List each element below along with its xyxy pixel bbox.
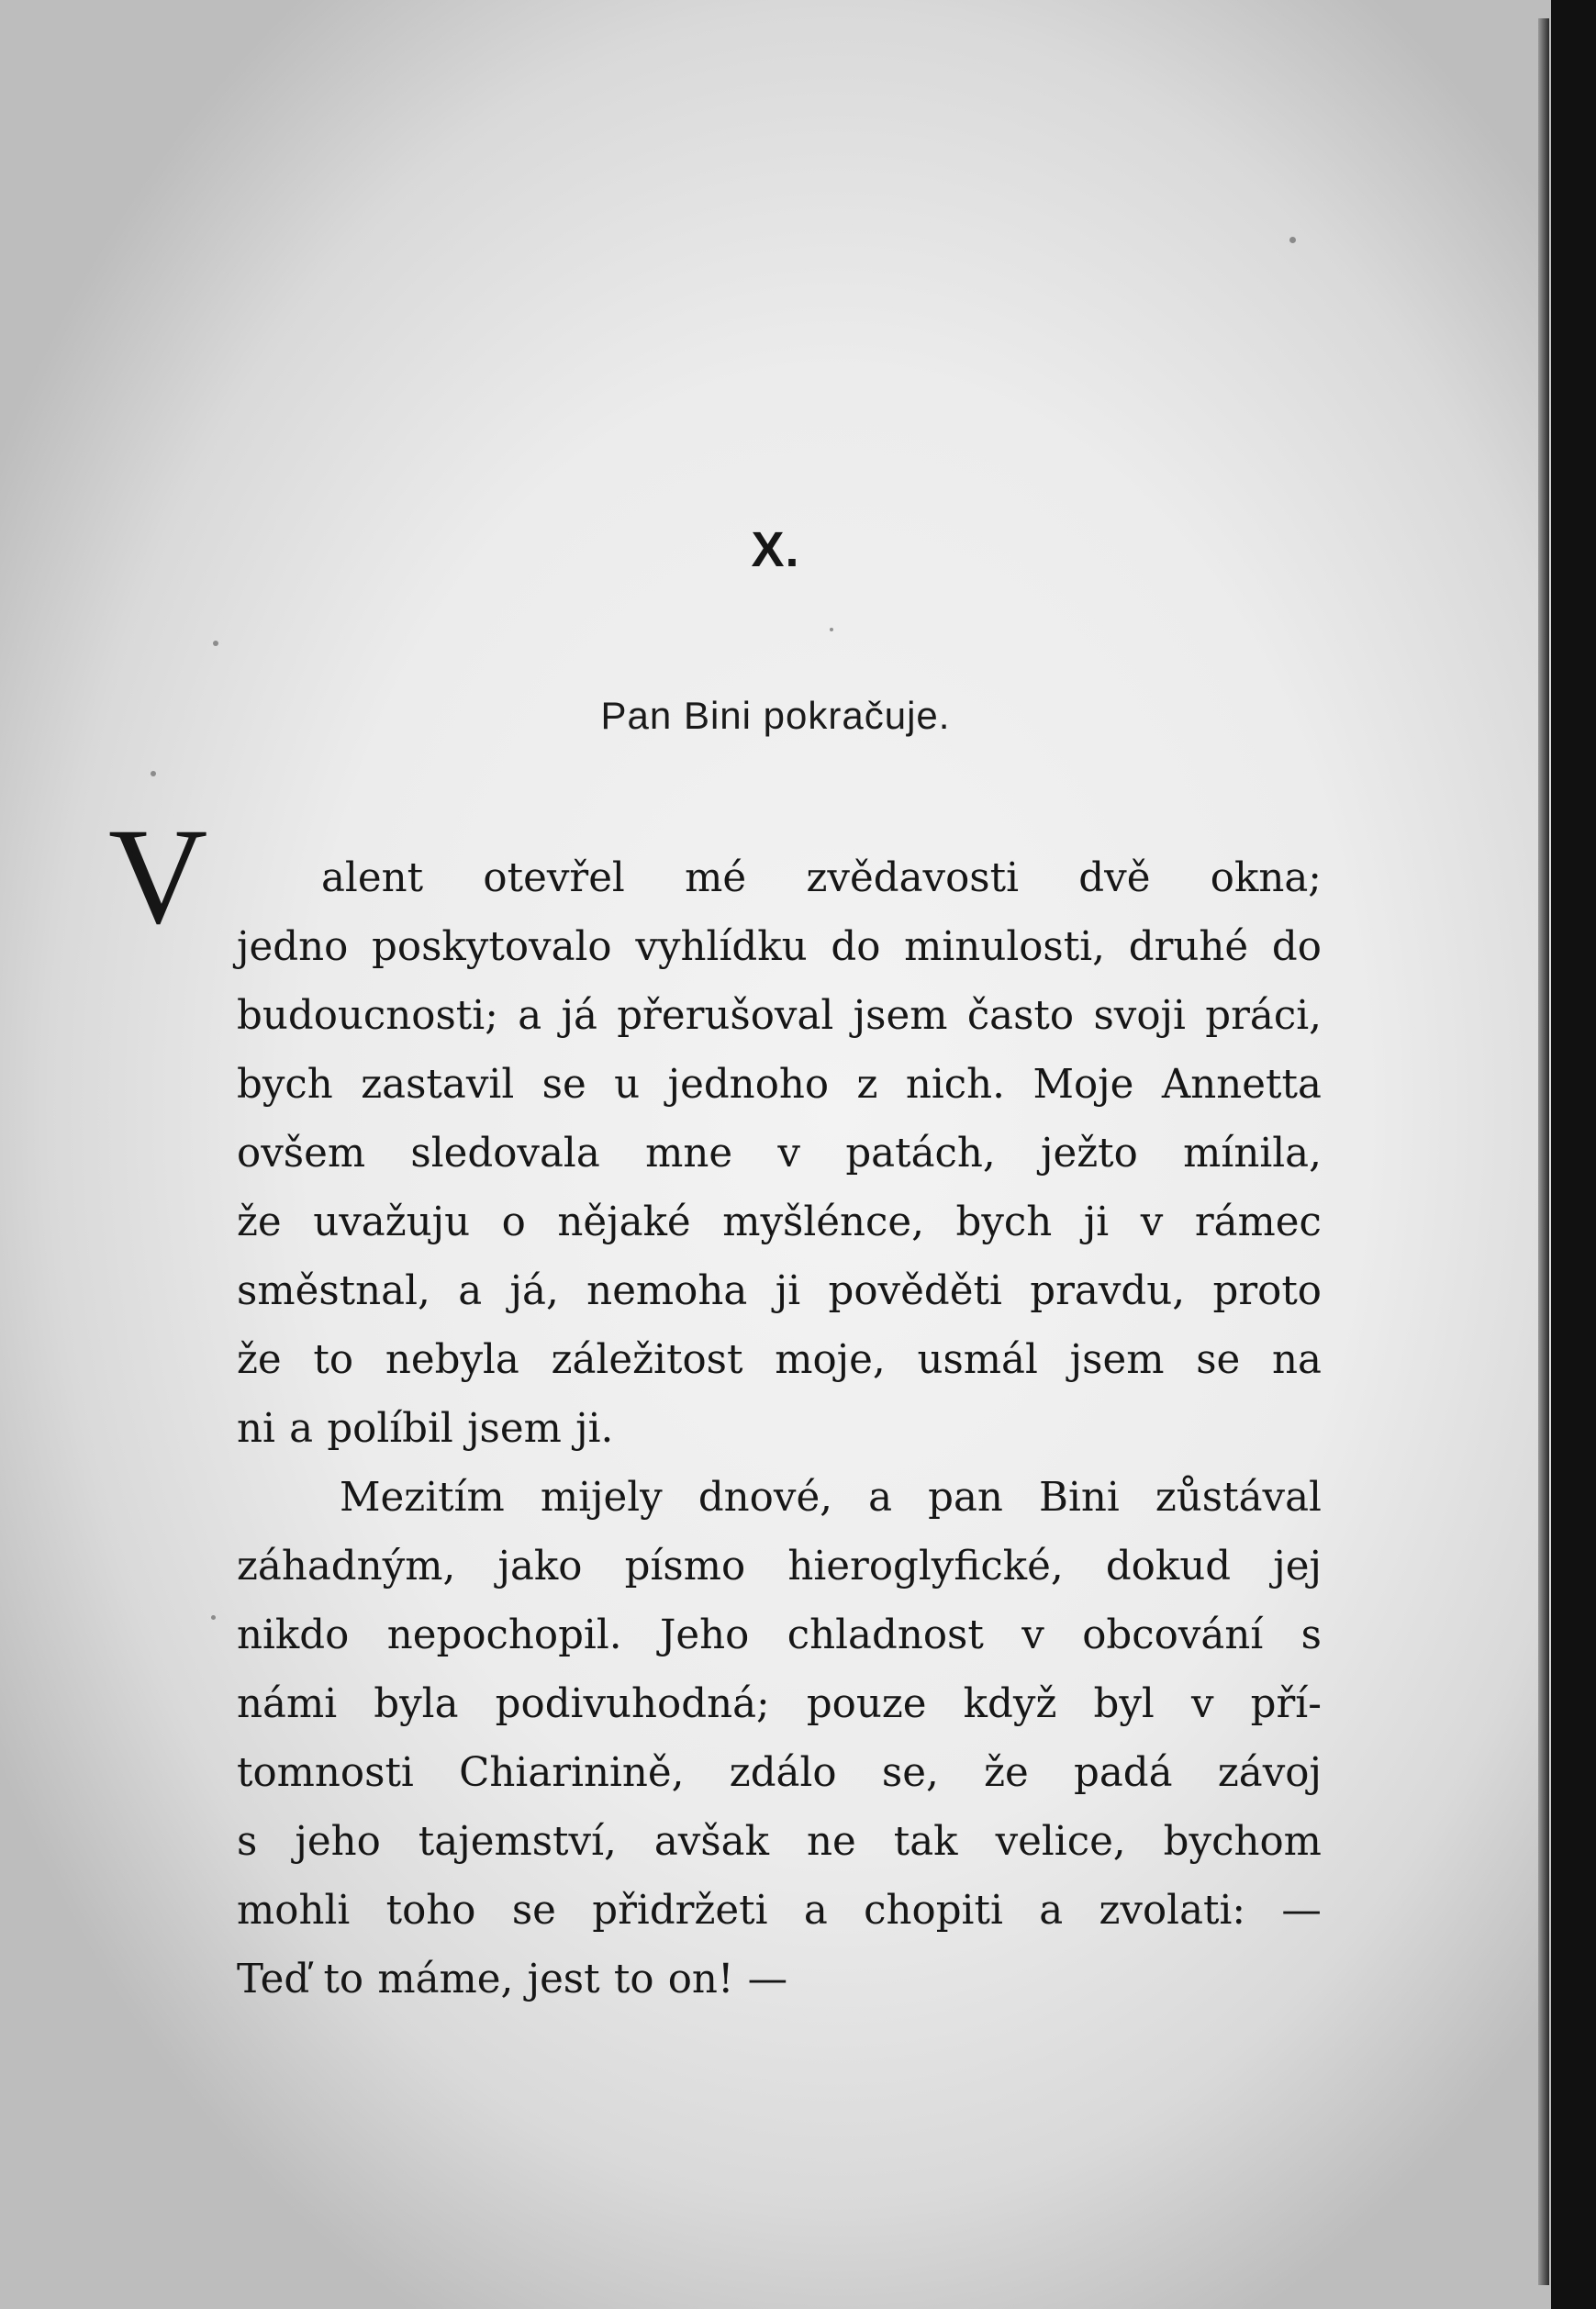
word: Annetta xyxy=(1161,1062,1322,1108)
word: zvolati: xyxy=(1099,1888,1246,1934)
word: proto xyxy=(1212,1268,1322,1314)
word: nikdo xyxy=(237,1612,350,1658)
word: ji. xyxy=(575,1406,614,1452)
word: u xyxy=(614,1062,641,1108)
word: chopiti xyxy=(864,1888,1003,1934)
word: ježto xyxy=(1041,1131,1138,1177)
word: Bini xyxy=(1038,1475,1120,1521)
word: zvědavosti xyxy=(806,855,1019,901)
word: nebyla xyxy=(385,1337,519,1383)
word: nich. xyxy=(905,1062,1006,1108)
text-line xyxy=(237,1739,1322,1808)
word: se xyxy=(1196,1337,1241,1383)
word: dokud xyxy=(1105,1544,1232,1590)
word: jedno xyxy=(237,924,349,970)
word: ovšem xyxy=(237,1131,366,1177)
word: podivuhodná; xyxy=(495,1681,770,1727)
word: máme, xyxy=(377,1957,514,2002)
word: bych xyxy=(237,1062,333,1108)
text-line xyxy=(237,1257,1322,1326)
word: jsem xyxy=(853,993,948,1039)
word: mínila, xyxy=(1183,1131,1322,1177)
word: nepochopil. xyxy=(386,1612,622,1658)
word: přidržeti xyxy=(592,1888,768,1934)
word: když xyxy=(963,1681,1057,1727)
word: práci, xyxy=(1205,993,1322,1039)
word: bychom xyxy=(1163,1819,1322,1865)
word: svoji xyxy=(1093,993,1186,1039)
word: vyhlídku xyxy=(635,924,808,970)
word: obcování xyxy=(1082,1612,1264,1658)
text-line xyxy=(237,844,1322,913)
word: jsem xyxy=(1069,1337,1165,1383)
word: avšak xyxy=(653,1819,769,1865)
paper-speck xyxy=(1289,237,1296,243)
paragraph xyxy=(237,844,1322,1464)
word: — xyxy=(1281,1888,1322,1934)
word: dnové, xyxy=(698,1475,833,1521)
word: mne xyxy=(645,1131,733,1177)
text-line xyxy=(237,1533,1322,1601)
word: námi xyxy=(237,1681,338,1727)
word: a xyxy=(803,1888,828,1934)
body-text xyxy=(237,844,1322,2014)
word: o xyxy=(501,1199,526,1245)
page-edge xyxy=(1551,0,1596,2309)
word: druhé xyxy=(1128,924,1249,970)
text-line xyxy=(237,1120,1322,1188)
word: z xyxy=(856,1062,878,1108)
word: políbil xyxy=(327,1406,453,1452)
word: usmál xyxy=(917,1337,1038,1383)
word: tomnosti xyxy=(237,1750,414,1796)
word: — xyxy=(747,1957,788,2002)
text-line xyxy=(237,1670,1322,1739)
page-binding-shadow xyxy=(1538,18,1549,2285)
word: zdálo xyxy=(729,1750,837,1796)
word: zastavil xyxy=(361,1062,515,1108)
word: budoucnosti; xyxy=(237,993,498,1039)
word: ji xyxy=(1083,1199,1110,1245)
word: to xyxy=(613,1957,654,2002)
word: ne xyxy=(806,1819,856,1865)
word: bych xyxy=(955,1199,1053,1245)
word: Chiarinině, xyxy=(459,1750,685,1796)
paper-speck xyxy=(151,771,156,776)
word: sledovala xyxy=(410,1131,600,1177)
word: často xyxy=(966,993,1075,1039)
word: nemoha xyxy=(586,1268,748,1314)
word: uvažuju xyxy=(313,1199,471,1245)
word: jsem xyxy=(467,1406,562,1452)
word: v xyxy=(777,1131,800,1177)
word: do xyxy=(1271,924,1322,970)
word: v xyxy=(1021,1612,1044,1658)
word: se xyxy=(511,1888,556,1934)
word: se, xyxy=(881,1750,939,1796)
text-line xyxy=(237,1188,1322,1257)
word: a xyxy=(458,1268,483,1314)
word: otevřel xyxy=(483,855,625,901)
word: mijely xyxy=(540,1475,663,1521)
word: mé xyxy=(685,855,747,901)
text-line xyxy=(237,1946,1322,2014)
word: patách, xyxy=(845,1131,996,1177)
word: zůstával xyxy=(1155,1475,1322,1521)
word: pouze xyxy=(806,1681,927,1727)
word: myšlénce, xyxy=(722,1199,924,1245)
text-line xyxy=(237,1808,1322,1877)
word: Jeho xyxy=(659,1612,750,1658)
word: to xyxy=(323,1957,364,2002)
word: ji xyxy=(775,1268,801,1314)
word: že xyxy=(237,1337,282,1383)
word: jej xyxy=(1273,1544,1322,1590)
word: směstnal, xyxy=(237,1268,430,1314)
paragraph xyxy=(237,1464,1322,2014)
word: v xyxy=(1140,1199,1164,1245)
word: nějaké xyxy=(557,1199,691,1245)
paper-speck xyxy=(211,1615,216,1620)
word: do xyxy=(831,924,881,970)
word: pan xyxy=(928,1475,1003,1521)
word: záhadným, xyxy=(237,1544,456,1590)
text-line xyxy=(237,1877,1322,1946)
word: padá xyxy=(1074,1750,1173,1796)
word: mohli xyxy=(237,1888,351,1934)
word: že xyxy=(237,1199,282,1245)
word: velice, xyxy=(995,1819,1126,1865)
word: Moje xyxy=(1032,1062,1134,1108)
word: toho xyxy=(385,1888,476,1934)
word: chladnost xyxy=(787,1612,984,1658)
word: jeho xyxy=(295,1819,381,1865)
word: a xyxy=(518,993,542,1039)
word: alent xyxy=(321,855,424,901)
word: já xyxy=(561,993,597,1039)
text-line xyxy=(237,913,1322,982)
word: a xyxy=(289,1406,314,1452)
word: hieroglyfické, xyxy=(787,1544,1064,1590)
word: pověděti xyxy=(828,1268,1002,1314)
drop-cap: V xyxy=(108,800,208,953)
word: ni xyxy=(237,1406,275,1452)
word: byl xyxy=(1093,1681,1155,1727)
word: Mezitím xyxy=(340,1475,505,1521)
text-line xyxy=(237,982,1322,1051)
word: rámec xyxy=(1194,1199,1322,1245)
paper-speck xyxy=(830,628,833,631)
word: to xyxy=(313,1337,354,1383)
word: a xyxy=(868,1475,893,1521)
word: pravdu, xyxy=(1030,1268,1186,1314)
word: okna; xyxy=(1210,855,1322,901)
word: byla xyxy=(374,1681,459,1727)
word: se xyxy=(541,1062,586,1108)
paper-speck xyxy=(213,641,218,646)
chapter-number: X. xyxy=(751,522,800,577)
word: jest xyxy=(527,1957,600,2002)
word: na xyxy=(1272,1337,1322,1383)
word: Teď xyxy=(237,1957,310,2002)
word: závoj xyxy=(1217,1750,1322,1796)
text-line xyxy=(237,1326,1322,1395)
word: dvě xyxy=(1078,855,1151,901)
word: jednoho xyxy=(667,1062,830,1108)
text-line xyxy=(237,1601,1322,1670)
word: poskytovalo xyxy=(372,924,612,970)
word: že xyxy=(984,1750,1029,1796)
word: přerušoval xyxy=(617,993,834,1039)
text-line xyxy=(237,1464,1322,1533)
word: moje, xyxy=(775,1337,886,1383)
word: písmo xyxy=(624,1544,746,1590)
word: on! xyxy=(667,1957,734,2002)
text-line xyxy=(237,1051,1322,1120)
chapter-title: Pan Bini pokračuje. xyxy=(600,694,951,737)
word: jako xyxy=(497,1544,583,1590)
word: pří- xyxy=(1250,1681,1322,1727)
word: tajemství, xyxy=(418,1819,617,1865)
word: s xyxy=(1300,1612,1322,1658)
word: já, xyxy=(509,1268,559,1314)
word: s xyxy=(237,1819,258,1865)
word: a xyxy=(1039,1888,1064,1934)
text-line xyxy=(237,1395,1322,1464)
word: tak xyxy=(893,1819,958,1865)
word: záležitost xyxy=(551,1337,743,1383)
word: v xyxy=(1190,1681,1214,1727)
word: minulosti, xyxy=(904,924,1105,970)
